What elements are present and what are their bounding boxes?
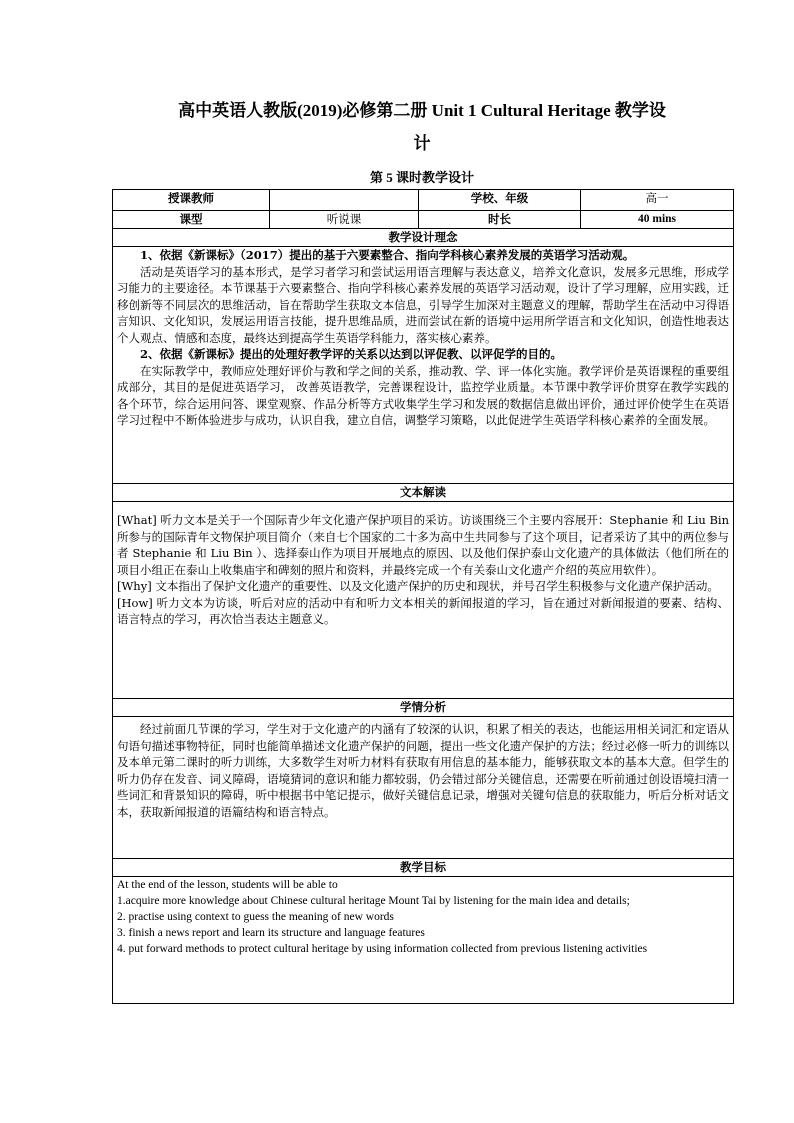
teacher-value — [270, 190, 419, 211]
objective-item-3: 3. finish a news report and learn its structure and language features — [117, 927, 425, 939]
student-analysis-content-row — [113, 717, 734, 859]
objectives-content-row — [113, 877, 734, 1004]
student-analysis-heading: 学情分析 — [113, 699, 734, 717]
philosophy-point-2: 2、依据《新课标》提出的处理好教学评的关系以达到以评促教、以评促学的目的。 — [140, 347, 562, 361]
objectives-heading-row — [113, 859, 734, 877]
philosophy-para-1: 活动是英语学习的基本形式，是学习者学习和尝试运用语言理解与表达意义，培养文化意识，发展多元思维，形成学习能力的主要途径。本节课基于六要素整合、指向学科核心素养发展的英语学习活动观，设计了学习理解，应用实践，迁移创新等不同层次的思维活动，旨在帮助学生获取文本信息，引导学生加深对主题意义的理解，帮助学生在活动中习得语言知识、文化知识，发展运用语言技能，提升思维品质，进而尝试在新的语境中运用所学语言和文化知识，创造性地表达个人观点、情感和态度，最终达到提高学生英语学科能力，落实核心素养。 — [117, 264, 729, 345]
why-paragraph: [Why] 文本指出了保护文化遗产的重要性、以及文化遗产保护的历史和现状，并号召学生积极参与文化遗产保护活动。 — [117, 579, 719, 593]
text-analysis-heading: 文本解读 — [113, 484, 734, 502]
type-value: 听说课 — [270, 211, 419, 229]
info-row-1 — [113, 190, 734, 211]
philosophy-content — [113, 247, 734, 484]
duration-value: 40 mins — [581, 211, 734, 229]
duration-label: 时长 — [419, 211, 581, 229]
school-value: 高一 — [581, 190, 734, 211]
what-paragraph: [What] 听力文本是关于一个国际青少年文化遗产保护项目的采访。访谈围绕三个主要内容展开：Stephanie 和 Liu Bin 所参与的国际青年文物保护项目简介（来自七个国家的二十多为高中生共同参与了这个项目，记者采访了其中的两位参与者 Stephanie 和 Liu Bin ）、选择泰山作为项目开展地点的原因、以及他们保护泰山文化遗产的具体做法（他们所在的项目小组正在泰山上收集庙宇和碑刻的照片和资料，并最终完成一个有关泰山文化遗产介绍的英应用软件）。 — [117, 513, 729, 577]
text-analysis-content — [113, 502, 734, 699]
philosophy-content-row — [113, 247, 734, 484]
school-label: 学校、年级 — [419, 190, 581, 211]
student-analysis-heading-row — [113, 699, 734, 717]
text-analysis-content-row — [113, 502, 734, 699]
objective-item-2: 2. practise using context to guess the meaning of new words — [117, 911, 394, 923]
philosophy-para-2: 在实际教学中，教师应处理好评价与教和学之间的关系，推动教、学、评一体化实施。教学评价是英语课程的重要组成部分，其目的是促进英语学习， 改善英语教学，完善课程设计，监控学业质量。本节课中教学评价贯穿在教学实践的各个环节，综合运用问答、课堂观察、作品分析等方式收集学生学习和发展的数据信息做出评价，通过评价使学生在英语学习过程中不断体验进步与成功，认识自我，建立自信，调整学习策略，以此促进学生英语学科核心素养的全面发展。 — [117, 363, 729, 427]
document-title — [112, 94, 732, 160]
objective-item-4: 4. put forward methods to protect cultural heritage by using information collected from previous listening activities — [117, 943, 648, 955]
title-line-1: 高中英语人教版(2019)必修第二册 Unit 1 Cultural Heritage 教学设 — [178, 101, 666, 120]
title-line-2: 计 — [413, 134, 431, 153]
objectives-content — [113, 877, 734, 1004]
philosophy-heading-row — [113, 229, 734, 247]
type-label: 课型 — [113, 211, 270, 229]
student-analysis-content — [113, 717, 734, 859]
teacher-label: 授课教师 — [113, 190, 270, 211]
lesson-subtitle: 第 5 课时教学设计 — [369, 170, 474, 185]
lesson-plan-table — [112, 189, 734, 1004]
how-paragraph: [How] 听力文本为访谈，听后对应的活动中有和听力文本相关的新闻报道的学习，旨在通过对新闻报道的要素、结构、语言特点的学习，再次恰当表达主题意义。 — [117, 595, 729, 626]
objectives-heading: 教学目标 — [113, 859, 734, 877]
student-analysis-text: 经过前面几节课的学习，学生对于文化遗产的内涵有了较深的认识，积累了相关的表达，也能运用相关词汇和定语从句语句描述事物特征，同时也能简单描述文化遗产保护的问题，提出一些文化遗产保护的方法；经过必修一听力的训练以及本单元第二课时的听力训练，大多数学生对听力材料有获取有用信息的基本能力，能够获取文本的基本大意。但学生的听力仍存在发音、词义障碍，语境猜词的意识和能力都较弱，仍会错过部分关键信息，还需要在听前通过创设语境扫清一些词汇和背景知识的障碍，听中根据书中笔记提示，做好关键信息记录，增强对关键句信息的获取能力，听后分析对话文本，获取新闻报道的语篇结构和语言特点。 — [117, 722, 729, 819]
philosophy-point-1: 1、依据《新课标》（2017）提出的基于六要素整合、指向学科核心素养发展的英语学习活动观。 — [140, 248, 635, 262]
philosophy-heading: 教学设计理念 — [113, 229, 734, 247]
objective-intro: At the end of the lesson, students will be able to — [117, 879, 338, 891]
info-row-2 — [113, 211, 734, 229]
text-analysis-heading-row — [113, 484, 734, 502]
objective-item-1: 1.acquire more knowledge about Chinese cultural heritage Mount Tai by listening for the main idea and details; — [117, 895, 630, 907]
